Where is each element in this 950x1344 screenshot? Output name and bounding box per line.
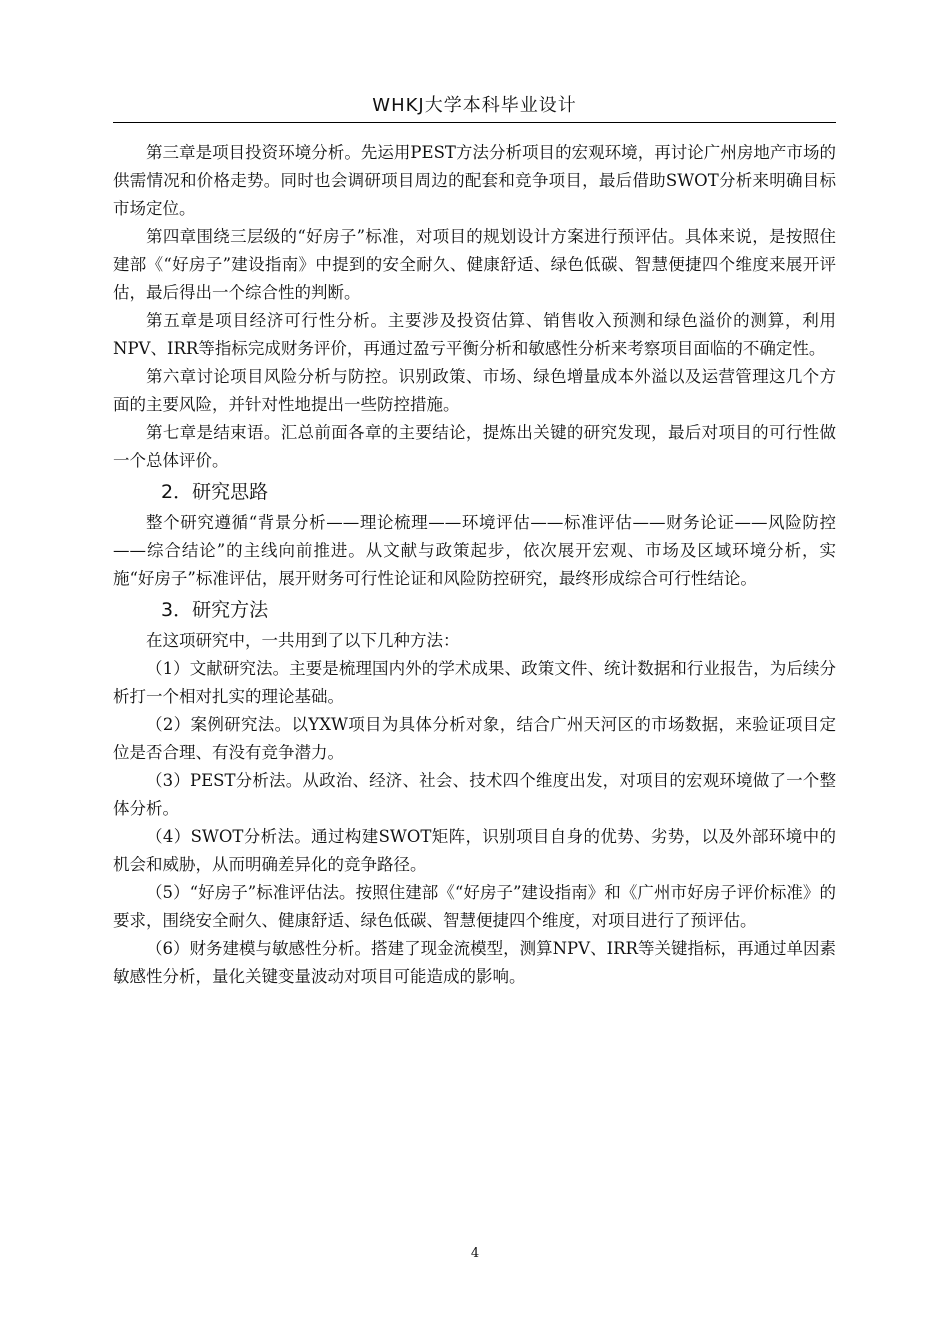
paragraph-chapter7: 第七章是结束语。汇总前面各章的主要结论，提炼出关键的研究发现，最后对项目的可行性做一个总体评价。	[113, 423, 836, 470]
section-heading-research-approach: 2．研究思路	[161, 481, 269, 503]
document-body	[113, 139, 836, 991]
method-item: （4）SWOT分析法。通过构建SWOT矩阵，识别项目自身的优势、劣势，以及外部环境中的机会和威胁，从而明确差异化的竞争路径。	[113, 827, 836, 874]
section-heading-research-methods: 3．研究方法	[161, 599, 269, 621]
method-item: （5）“好房子”标准评估法。按照住建部《“好房子”建设指南》和《广州市好房子评价标准》的要求，围绕安全耐久、健康舒适、绿色低碳、智慧便捷四个维度，对项目进行了预评估。	[113, 883, 836, 930]
page-number: 4	[470, 1246, 480, 1261]
method-item: （1）文献研究法。主要是梳理国内外的学术成果、政策文件、统计数据和行业报告，为后续分析打一个相对扎实的理论基础。	[113, 659, 836, 706]
paragraph-chapter6: 第六章讨论项目风险分析与防控。识别政策、市场、绿色增量成本外溢以及运营管理这几个方面的主要风险，并针对性地提出一些防控措施。	[113, 367, 836, 414]
header-title: WHKJ大学本科毕业设计	[372, 95, 577, 116]
paragraph-chapter3: 第三章是项目投资环境分析。先运用PEST方法分析项目的宏观环境，再讨论广州房地产市场的供需情况和价格走势。同时也会调研项目周边的配套和竞争项目，最后借助SWOT分析来明确目标市场定位。	[113, 143, 836, 218]
paragraph-chapter5: 第五章是项目经济可行性分析。主要涉及投资估算、销售收入预测和绿色溢价的测算，利用NPV、IRR等指标完成财务评价，再通过盈亏平衡分析和敏感性分析来考察项目面临的不确定性。	[113, 311, 836, 358]
paragraph-methods-intro: 在这项研究中，一共用到了以下几种方法：	[146, 631, 460, 650]
method-item: （3）PEST分析法。从政治、经济、社会、技术四个维度出发，对项目的宏观环境做了一个整体分析。	[113, 771, 836, 818]
paragraph-chapter4: 第四章围绕三层级的“好房子”标准，对项目的规划设计方案进行预评估。具体来说，是按照住建部《“好房子”建设指南》中提到的安全耐久、健康舒适、绿色低碳、智慧便捷四个维度来展开评估，最后得出一个综合性的判断。	[113, 227, 836, 302]
paragraph-research-approach: 整个研究遵循“背景分析——理论梳理——环境评估——标准评估——财务论证——风险防控——综合结论”的主线向前推进。从文献与政策起步，依次展开宏观、市场及区域环境分析，实施“好房子”标准评估，展开财务可行性论证和风险防控研究，最终形成综合可行性结论。	[113, 513, 836, 588]
method-item: （2）案例研究法。以YXW项目为具体分析对象，结合广州天河区的市场数据，来验证项目定位是否合理、有没有竞争潜力。	[113, 715, 836, 762]
method-item: （6）财务建模与敏感性分析。搭建了现金流模型，测算NPV、IRR等关键指标，再通过单因素敏感性分析，量化关键变量波动对项目可能造成的影响。	[113, 939, 836, 986]
page-header	[113, 92, 836, 123]
